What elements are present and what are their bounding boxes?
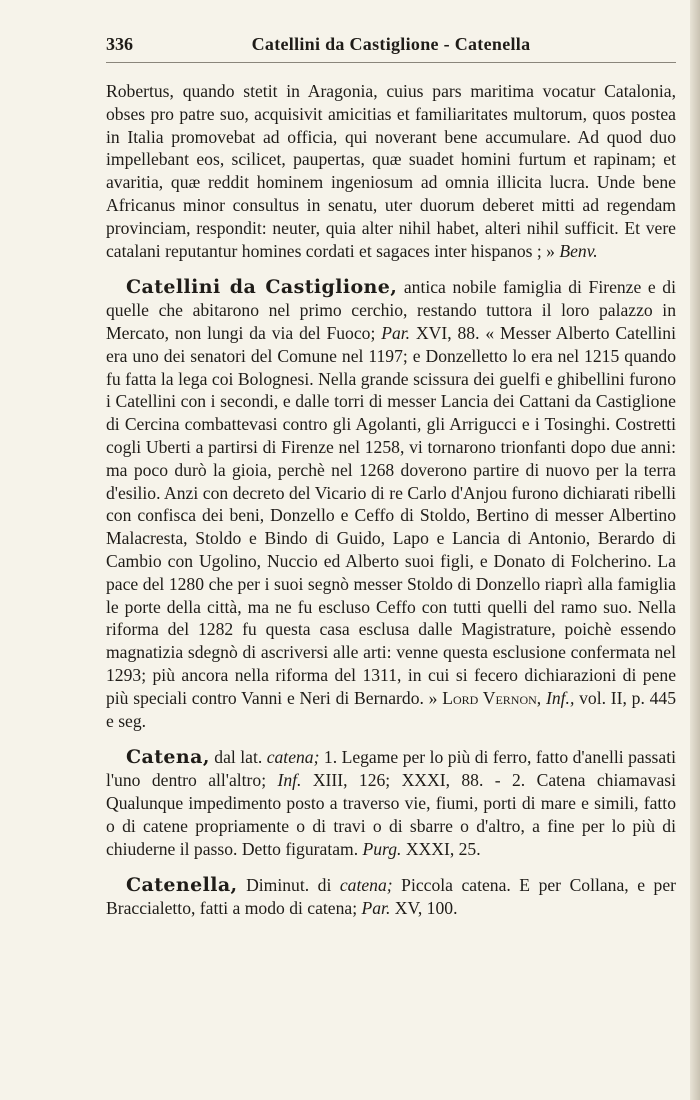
entry-catellini	[106, 276, 676, 732]
work-ref: Par.	[361, 898, 391, 919]
body-text	[106, 80, 676, 920]
entry-text: Diminut. di	[237, 875, 340, 896]
page-number: 336	[106, 34, 133, 54]
entry-text: XXXI, 25.	[401, 838, 481, 859]
entry-catena	[106, 746, 676, 860]
entry-text: Piccola catena. E per Collana, e per Braccialetto, fatti a modo di catena;	[106, 875, 677, 919]
headword: Catenella,	[126, 874, 238, 897]
spacer	[106, 732, 676, 746]
headword: Catellini da Castiglione,	[126, 276, 398, 299]
running-title: Catellini da Castiglione - Catenella	[251, 34, 531, 54]
continuation-paragraph	[106, 80, 676, 262]
page-edge	[690, 0, 700, 1100]
entry-text: XIII, 126; XXXI, 88. - 2. Catena chiamavasi Qualunque impedimento posto a traverso vie, fiumi, porti di mare e simili, fatto o di catene propriamente o di travi o di sbarre o d'altro, a fine per lo più di chiuderne il passo. Detto figuratam.	[106, 770, 676, 859]
entry-text: XVI, 88. « Messer Alberto Catellini era uno dei senatori del Comune nel 1197; e Donzelletto lo era nel 1215 quando fu fatta la lega coi Bolognesi. Nella grande scissura dei guelfi e ghibellini furono i Catellini con i secondi, e dalle torri di messer Lancia dei Cattani da Castiglione di Cercina combattevasi contro gli Agolanti, gli Arrigucci e i Tosinghi. Costretti cogli Uberti a partirsi di Firenze nel 1258, vi tornarono trionfanti dopo due anni: ma poco durò la gioia, perchè nel 1268 doverono partire di nuovo per la terra d'esilio. Anzi con decreto del Vicario di re Carlo d'Anjou furono dichiarati ribelli con confisca dei beni, Donzello e Ceffo di Stoldo, Bertino di messer Albertino Malacresta, Stoldo e Bindo di Guido, Lapo e Lancia di Antonio, Berardo di Cambio con Ugolino, Nuccio ed Alberto suoi figli, e Donato di Folcherino. La pace del 1280 che per i suoi segnò messer Stoldo di Donzello riaprì alla famiglia le porte della città, ma ne fu escluso Ceffo con tutti quelli del ramo suo. Nella riforma del 1282 fu questa casa esclusa dalle Magistrature, poichè essendo magnatizia sdegnò di ascriversi alle arti: venne questa esclusione confermata nel 1293; più ancora nella riforma del 1311, in cui si fecero dichiarazioni di pene più speciali contro Vanni e Neri di Bernardo. »	[106, 322, 676, 708]
entry-text: XV, 100.	[390, 898, 458, 919]
entry-text: antica nobile famiglia di Firenze e di quelle che abitarono nel primo cerchio, restando tuttora il loro palazzo in Mercato, non lungi da via del Fuoco;	[106, 277, 676, 343]
work-ref: Inf.	[277, 770, 302, 791]
entry-text: 1. Legame per lo più di ferro, fatto d'anelli passati l'uno dentro all'altro;	[106, 747, 676, 791]
entry-text: dal lat.	[209, 747, 267, 768]
etymon: catena;	[266, 747, 320, 768]
author-ref: Lord Vernon,	[442, 687, 542, 708]
entry-text: vol. II, p. 445 e seg.	[106, 687, 677, 731]
page-header	[106, 30, 676, 63]
source-ref: Benv.	[559, 240, 598, 261]
work-ref: Inf.,	[546, 687, 575, 708]
headword: Catena,	[126, 746, 210, 769]
spacer	[106, 262, 676, 276]
spacer	[106, 860, 676, 874]
entry-catenella	[106, 874, 676, 920]
work-ref: Purg.	[362, 838, 402, 859]
etymon: catena;	[339, 875, 393, 896]
continuation-text: Robertus, quando stetit in Aragonia, cuius pars maritima vocatur Catalonia, obses pro patre suo, acquisivit amicitias et familiaritates multorum, quos postea in Italia promovebat ad officia, qui noverant bene accumulare. Ad quod duo impellebant eos, scilicet, paupertas, quæ suadet homini furtum et rapinam; et avaritia, quæ reddit hominem ingeniosum ad omnia illicita lucra. Unde bene Africanus minor consultus in senatu, uter duorum deberet mitti ad regendam provinciam, respondit: neuter, quia alter nihil habet, alteri nihil sufficit. Et vere catalani reputantur homines cordati et sagaces inter hispanos ; »	[106, 81, 676, 261]
work-ref: Par.	[381, 322, 411, 343]
